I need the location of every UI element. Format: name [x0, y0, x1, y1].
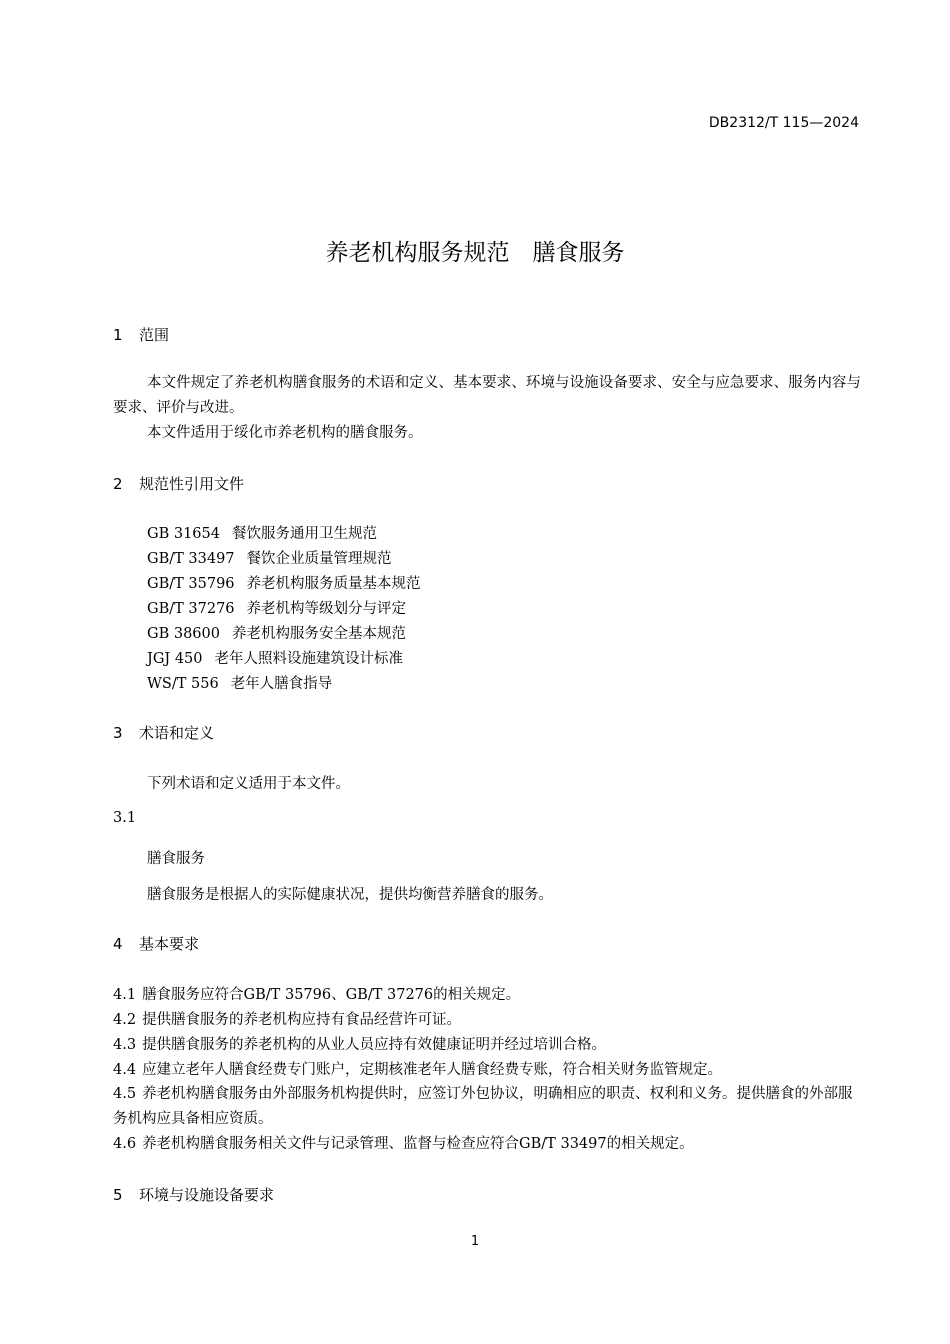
clause-number: 4.6	[113, 1136, 137, 1152]
section-3-heading	[113, 722, 214, 743]
reference-item	[147, 647, 403, 668]
scope-paragraph-2: 本文件适用于绥化市养老机构的膳食服务。	[147, 425, 423, 441]
section-title: 范围	[139, 326, 170, 344]
reference-name: 餐饮企业质量管理规范	[246, 551, 392, 567]
clause-text: 养老机构膳食服务由外部服务机构提供时，应签订外包协议，明确相应的职责、权利和义务。提供膳食的外部服务机构应具备相应资质。	[113, 1086, 853, 1127]
reference-code: JGJ 450	[147, 651, 203, 667]
section-title: 规范性引用文件	[139, 475, 245, 493]
clause-number: 4.2	[113, 1012, 137, 1028]
section-2-heading	[113, 473, 244, 494]
reference-code: WS/T 556	[147, 676, 219, 692]
page-number: 1	[470, 1234, 480, 1249]
clause-item	[113, 1058, 863, 1083]
reference-item	[147, 572, 421, 593]
clause-item	[113, 1132, 863, 1157]
reference-name: 老年人照料设施建筑设计标准	[214, 651, 403, 667]
section-number: 4	[113, 935, 123, 953]
section-5-heading	[113, 1184, 274, 1205]
clause-text: 养老机构膳食服务相关文件与记录管理、监督与检查应符合GB/T 33497的相关规定。	[142, 1136, 694, 1152]
section-number: 2	[113, 475, 123, 493]
reference-name: 养老机构服务安全基本规范	[231, 626, 406, 642]
section-number: 1	[113, 326, 123, 344]
term-definition: 膳食服务是根据人的实际健康状况，提供均衡营养膳食的服务。	[147, 887, 553, 903]
clause-text: 提供膳食服务的养老机构的从业人员应持有效健康证明并经过培训合格。	[142, 1037, 607, 1053]
clause-number: 4.3	[113, 1037, 137, 1053]
clause-number: 4.1	[113, 987, 137, 1003]
reference-code: GB/T 35796	[147, 576, 235, 592]
reference-item	[147, 597, 406, 618]
reference-code: GB/T 37276	[147, 601, 235, 617]
section-title: 术语和定义	[139, 724, 215, 742]
reference-code: GB 38600	[147, 626, 220, 642]
clause-number: 4.5	[113, 1086, 137, 1102]
section-title: 基本要求	[139, 935, 200, 953]
reference-code: GB 31654	[147, 526, 220, 542]
document-title: 养老机构服务规范 膳食服务	[325, 240, 625, 266]
document-code: DB2312/T 115—2024	[708, 115, 859, 131]
reference-item	[147, 622, 406, 643]
clause-text: 应建立老年人膳食经费专门账户，定期核准老年人膳食经费专账，符合相关财务监管规定。	[142, 1062, 723, 1078]
section-4-heading	[113, 933, 199, 954]
section-title: 环境与设施设备要求	[139, 1186, 275, 1204]
reference-name: 老年人膳食指导	[230, 676, 333, 692]
clause-item	[113, 1033, 863, 1058]
clause-text: 膳食服务应符合GB/T 35796、GB/T 37276的相关规定。	[142, 987, 521, 1003]
clause-number: 4.4	[113, 1062, 137, 1078]
reference-name: 养老机构服务质量基本规范	[246, 576, 421, 592]
term-name: 膳食服务	[147, 851, 205, 867]
section-number: 5	[113, 1186, 123, 1204]
clause-item	[113, 1082, 863, 1131]
section-1-heading	[113, 324, 169, 345]
scope-paragraph-1: 本文件规定了养老机构膳食服务的术语和定义、基本要求、环境与设施设备要求、安全与应急要求、服务内容与要求、评价与改进。	[113, 375, 861, 416]
reference-item	[147, 672, 332, 693]
reference-item	[147, 522, 377, 543]
reference-item	[147, 547, 392, 568]
clause-item	[113, 983, 863, 1008]
reference-code: GB/T 33497	[147, 551, 235, 567]
terms-intro: 下列术语和定义适用于本文件。	[147, 776, 350, 792]
clause-item	[113, 1008, 863, 1033]
reference-name: 餐饮服务通用卫生规范	[231, 526, 377, 542]
reference-name: 养老机构等级划分与评定	[246, 601, 407, 617]
section-number: 3	[113, 724, 123, 742]
term-number: 3.1	[113, 810, 137, 826]
clause-text: 提供膳食服务的养老机构应持有食品经营许可证。	[142, 1012, 462, 1028]
